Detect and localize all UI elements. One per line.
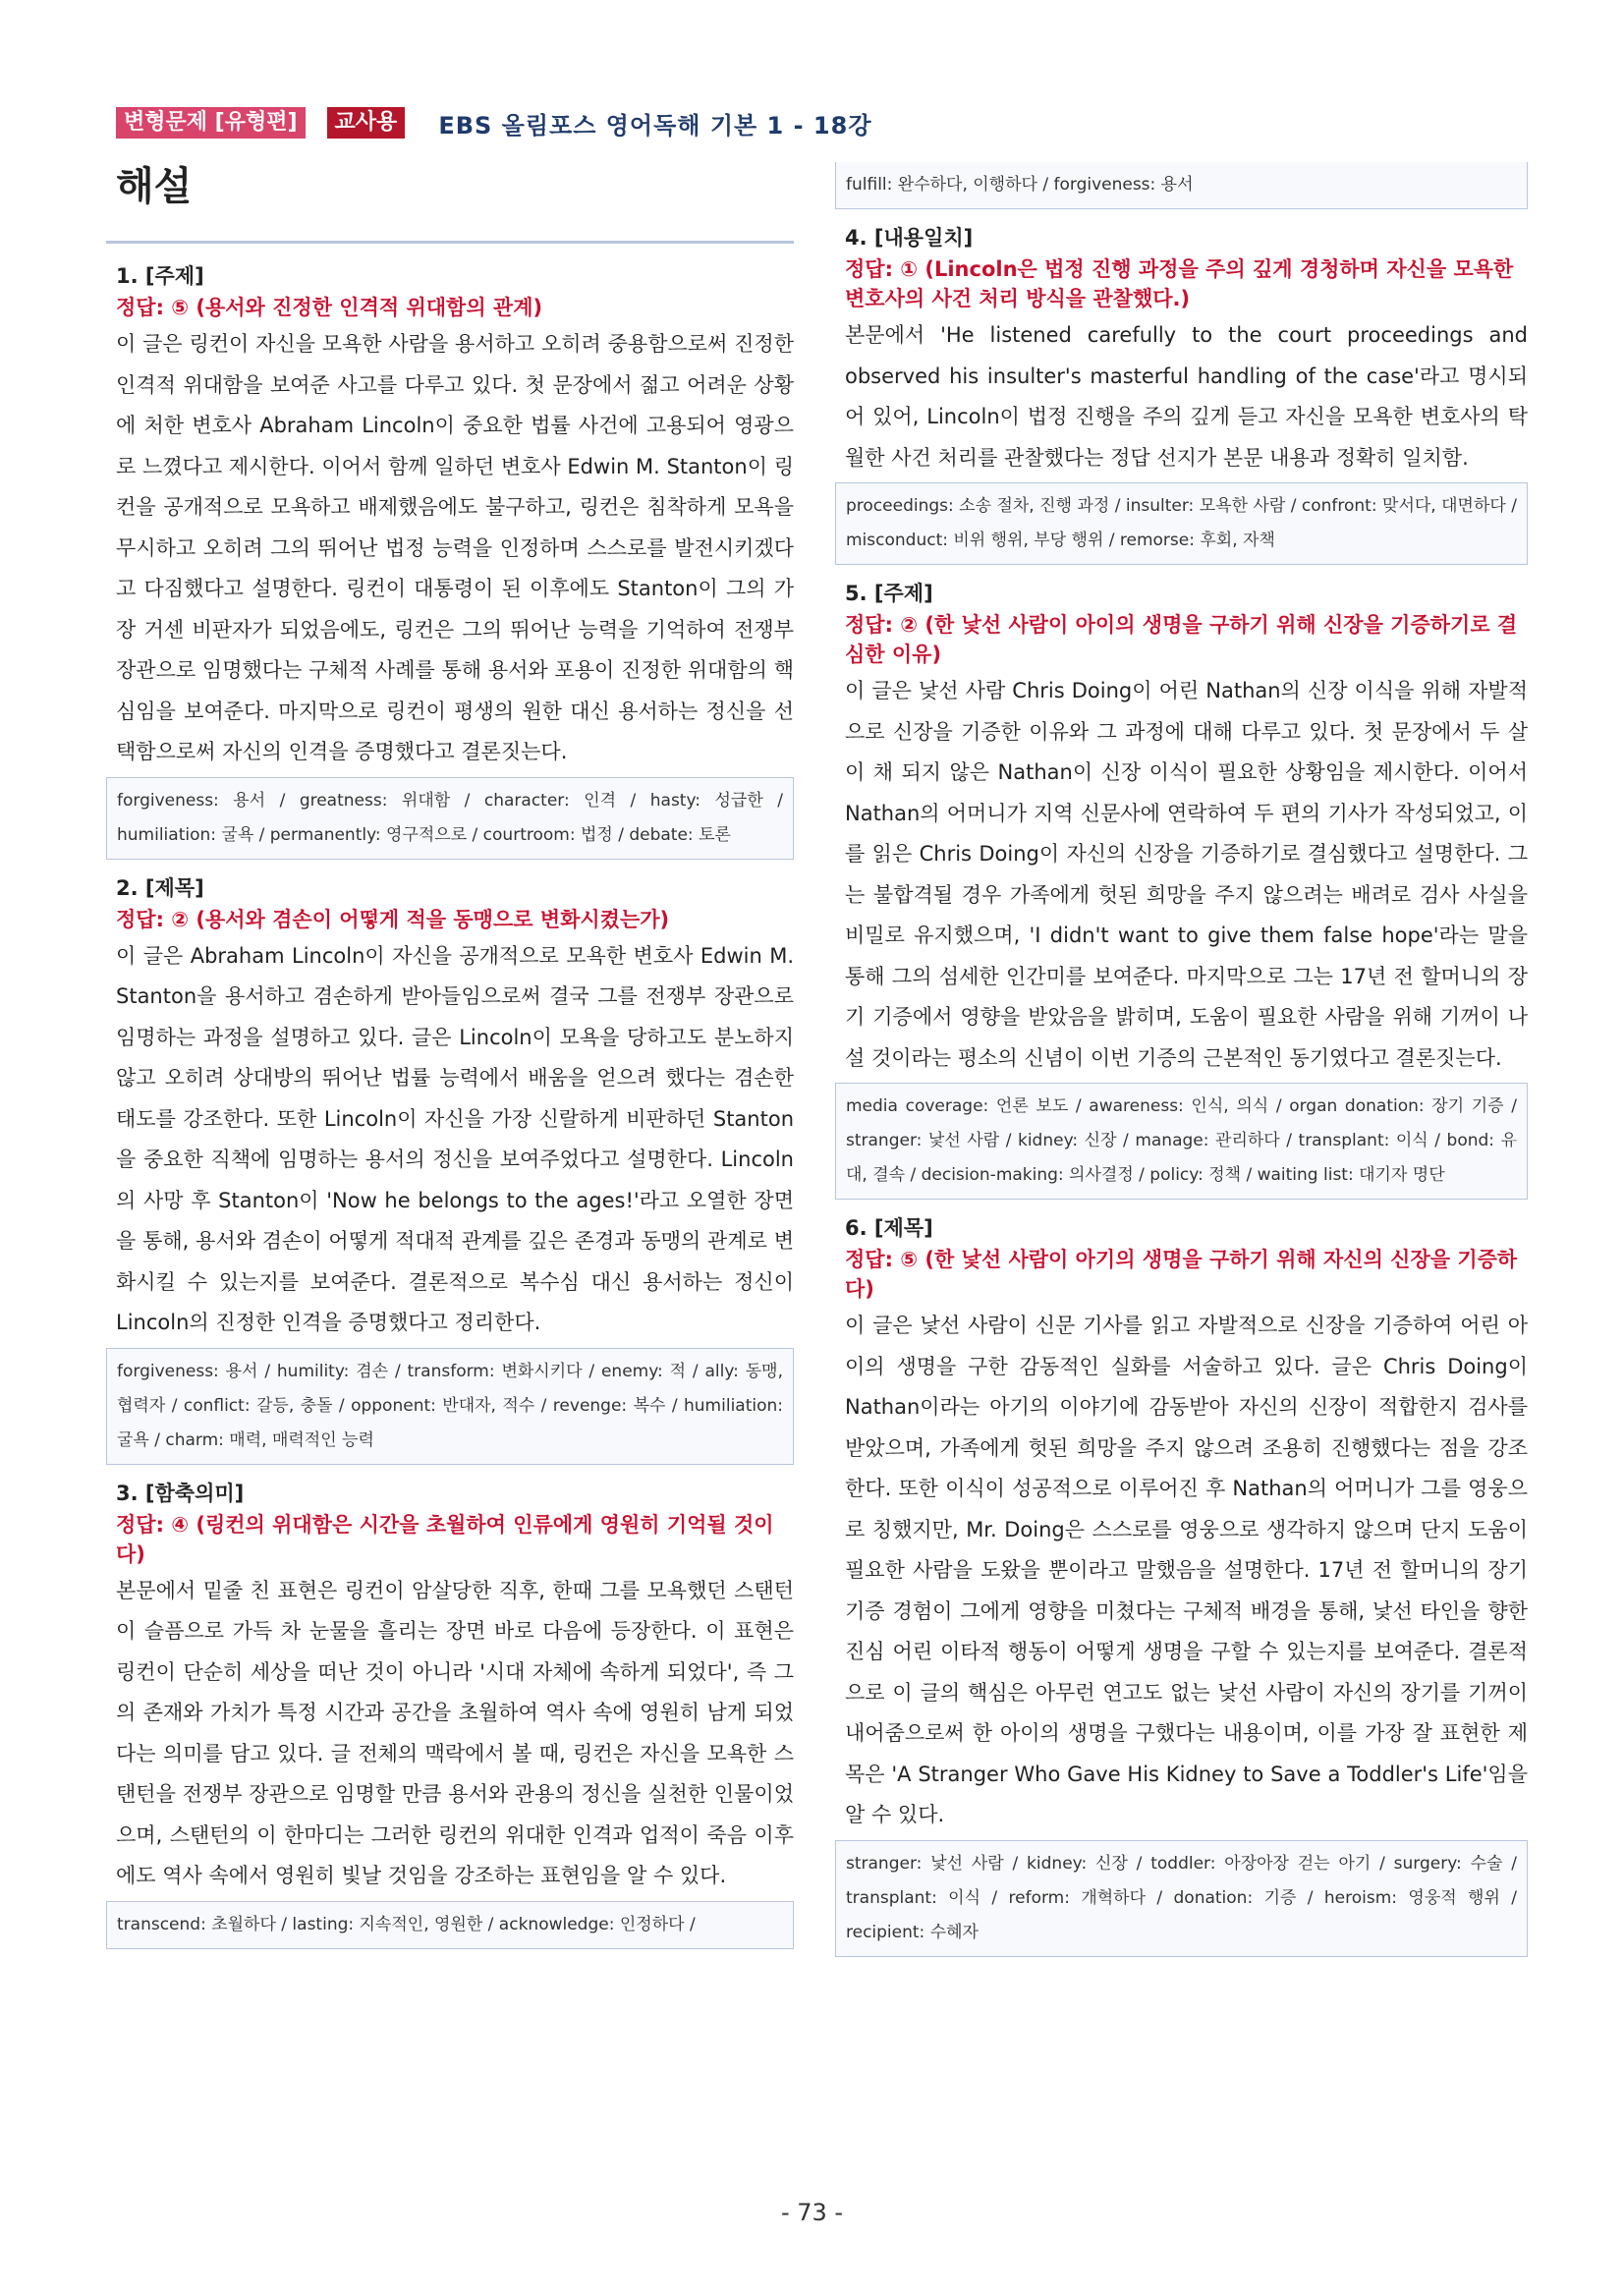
title-divider <box>106 241 794 244</box>
question-6 <box>835 1213 1528 1957</box>
left-column <box>106 162 794 1959</box>
explanation-text: 이 글은 Abraham Lincoln이 자신을 공개적으로 모욕한 변호사 Edwin M. Stanton을 용서하고 겸손하게 받아들임으로써 결국 그를 전쟁부 장관으로 임명하는 과정을 설명하고 있다. 글은 Lincoln이 모욕을 당하고도 분노하지 않고 오히려 상대방의 뛰어난 법률 능력에서 배움을 얻으려 했다는 겸손한 태도를 강조한다. 또한 Lincoln이 자신을 가장 신랄하게 비판하던 Stanton을 중요한 직책에 임명하는 용서의 정신을 보여주었다고 설명한다. Lincoln의 사망 후 Stanton이 'Now he belongs to the ages!'라고 오열한 장면을 통해, 용서와 겸손이 어떻게 적대적 관계를 깊은 존경과 동맹의 관계로 변화시킬 수 있는지를 보여준다. 결론적으로 복수심 대신 용서하는 정신이 Lincoln의 진정한 인격을 증명했다고 정리한다. <box>116 943 794 1334</box>
type-tag: 변형문제 [유형편] <box>116 107 306 139</box>
question-heading: 1. [주제] <box>116 264 204 288</box>
question-heading: 5. [주제] <box>845 582 933 605</box>
explanation-text: 이 글은 낯선 사람 Chris Doing이 어린 Nathan의 신장 이식을 위해 자발적으로 신장을 기증한 이유와 그 과정에 대해 다루고 있다. 첫 문장에서 두 살이 채 되지 않은 Nathan이 신장 이식이 필요한 상황임을 제시한다. 이어서 Nathan의 어머니가 지역 신문사에 연락하여 두 편의 기사가 작성되었고, 이를 읽은 Chris Doing이 자신의 신장을 기증하기로 결심했다고 설명한다. 그는 불합격될 경우 가족에게 헛된 희망을 주지 않으려는 배려로 검사 사실을 비밀로 유지했으며, 'I didn't want to give them false hope'라는 말을 통해 그의 섬세한 인간미를 보여준다. 마지막으로 그는 17년 전 할머니의 장기 기증에서 영향을 받았음을 밝히며, 도움이 필요한 사람을 위해 기꺼이 나설 것이라는 평소의 신념이 이번 기증의 근본적인 동기였다고 결론짓는다. <box>845 679 1528 1070</box>
answer-line: 정답: ⑤ (용서와 진정한 인격적 위대함의 관계) <box>116 296 543 319</box>
question-3 <box>106 1479 794 1949</box>
section-title: 해설 <box>116 164 193 209</box>
teacher-tag: 교사용 <box>327 107 406 139</box>
question-heading: 2. [제목] <box>116 875 204 900</box>
question-1 <box>106 261 794 860</box>
question-2 <box>106 873 794 1465</box>
answer-line: 정답: ② (한 낯선 사람이 아이의 생명을 구하기 위해 신장을 기증하기로 결심한 이유) <box>845 613 1518 666</box>
vocab-box-continued: fulfill: 완수하다, 이행하다 / forgiveness: 용서 <box>835 162 1528 209</box>
question-4 <box>835 223 1528 565</box>
page-header <box>116 106 872 140</box>
explanation-text: 이 글은 링컨이 자신을 모욕한 사람을 용서하고 오히려 중용함으로써 진정한 인격적 위대함을 보여준 사고를 다루고 있다. 첫 문장에서 젊고 어려운 상황에 처한 변호사 Abraham Lincoln이 중요한 법률 사건에 고용되어 영광으로 느꼈다고 제시한다. 이어서 함께 일하던 변호사 Edwin M. Stanton이 링컨을 공개적으로 모욕하고 배제했음에도 불구하고, 링컨은 침착하게 모욕을 무시하고 오히려 그의 뛰어난 법정 능력을 인정하며 스스로를 발전시키겠다고 다짐했다고 설명한다. 링컨이 대통령이 된 이후에도 Stanton이 그의 가장 거센 비판자가 되었음에도, 링컨은 그의 뛰어난 능력을 기억하여 전쟁부 장관으로 임명했다는 구체적 사례를 통해 용서와 포용이 진정한 위대함의 핵심임을 보여준다. 마지막으로 링컨이 평생의 원한 대신 용서하는 정신을 선택함으로써 자신의 인격을 증명했다고 결론짓는다. <box>116 332 794 763</box>
question-5 <box>835 579 1528 1200</box>
right-column <box>835 162 1528 1967</box>
question-heading: 4. [내용일치] <box>845 226 974 250</box>
vocab-box: proceedings: 소송 절차, 진행 과정 / insulter: 모욕한 사람 / confront: 맞서다, 대면하다 / misconduct: 비위 행위, 부당 행위 / remorse: 후회, 자책 <box>835 482 1528 565</box>
page-number: - 73 - <box>780 2199 844 2226</box>
vocab-box: transcend: 초월하다 / lasting: 지속적인, 영원한 / acknowledge: 인정하다 / <box>106 1901 794 1949</box>
answer-line: 정답: ⑤ (한 낯선 사람이 아기의 생명을 구하기 위해 자신의 신장을 기증하다) <box>845 1248 1518 1301</box>
header-title: EBS 올림포스 영어독해 기본 1 - 18강 <box>438 111 872 140</box>
explanation-text: 본문에서 밑줄 친 표현은 링컨이 암살당한 직후, 한때 그를 모욕했던 스탠턴이 슬픔으로 가득 차 눈물을 흘리는 장면 바로 다음에 등장한다. 이 표현은 링컨이 단순히 세상을 떠난 것이 아니라 '시대 자체에 속하게 되었다', 즉 그의 존재와 가치가 특정 시간과 공간을 초월하여 역사 속에 영원히 남게 되었다는 의미를 담고 있다. 글 전체의 맥락에서 볼 때, 링컨은 자신을 모욕한 스탠턴을 전쟁부 장관으로 임명할 만큼 용서와 관용의 정신을 실천한 인물이었으며, 스탠턴의 이 한마디는 그러한 링컨의 위대한 인격과 업적이 죽음 이후에도 역사 속에서 영원히 빛날 것임을 강조하는 표현임을 알 수 있다. <box>116 1578 794 1887</box>
vocab-box: forgiveness: 용서 / greatness: 위대함 / character: 인격 / hasty: 성급한 / humiliation: 굴욕 / permanently: 영구적으로 / courtroom: 법정 / debate: 토론 <box>106 777 794 860</box>
question-heading: 6. [제목] <box>845 1216 933 1240</box>
answer-line: 정답: ② (용서와 겸손이 어떻게 적을 동맹으로 변화시켰는가) <box>116 907 670 931</box>
vocab-box: stranger: 낯선 사람 / kidney: 신장 / toddler: 아장아장 걷는 아기 / surgery: 수술 / transplant: 이식 / reform: 개혁하다 / donation: 기증 / heroism: 영웅적 행위 / recipient: 수혜자 <box>835 1840 1528 1957</box>
explanation-text: 이 글은 낯선 사람이 신문 기사를 읽고 자발적으로 신장을 기증하여 어린 아이의 생명을 구한 감동적인 실화를 서술하고 있다. 글은 Chris Doing이 Nathan이라는 아기의 이야기에 감동받아 자신의 신장이 적합한지 검사를 받았으며, 가족에게 헛된 희망을 주지 않으려 조용히 진행했다는 점을 강조한다. 또한 이식이 성공적으로 이루어진 후 Nathan의 어머니가 그를 영웅으로 칭했지만, Mr. Doing은 스스로를 영웅으로 생각하지 않으며 단지 도움이 필요한 사람을 도왔을 뿐이라고 말했음을 설명한다. 17년 전 할머니의 장기 기증 경험이 그에게 영향을 미쳤다는 구체적 배경을 통해, 낯선 타인을 향한 진심 어린 이타적 행동이 어떻게 생명을 구할 수 있는지를 보여준다. 결론적으로 이 글의 핵심은 아무런 연고도 없는 낯선 사람이 자신의 장기를 기꺼이 내어줌으로써 한 아이의 생명을 구했다는 내용이며, 이를 가장 잘 표현한 제목은 'A Stranger Who Gave His Kidney to Save a Toddler's Life'임을 알 수 있다. <box>845 1314 1528 1826</box>
answer-line: 정답: ④ (링컨의 위대함은 시간을 초월하여 인류에게 영원히 기억될 것이다) <box>116 1512 774 1566</box>
answer-line: 정답: ① (Lincoln은 법정 진행 과정을 주의 깊게 경청하며 자신을 모욕한 변호사의 사건 처리 방식을 관찰했다.) <box>845 257 1514 310</box>
vocab-box: forgiveness: 용서 / humility: 겸손 / transform: 변화시키다 / enemy: 적 / ally: 동맹, 협력자 / conflict: 갈등, 충돌 / opponent: 반대자, 적수 / revenge: 복수 / humiliation: 굴욕 / charm: 매력, 매력적인 능력 <box>106 1348 794 1465</box>
vocab-box: media coverage: 언론 보도 / awareness: 인식, 의식 / organ donation: 장기 기증 / stranger: 낯선 사람 / kidney: 신장 / manage: 관리하다 / transplant: 이식 / bond: 유대, 결속 / decision-making: 의사결정 / policy: 정책 / waiting list: 대기자 명단 <box>835 1083 1528 1200</box>
question-heading: 3. [함축의미] <box>116 1481 245 1505</box>
explanation-text: 본문에서 'He listened carefully to the court proceedings and observed his insulter's masterful handling of the case'라고 명시되어 있어, Lincoln이 법정 진행을 주의 깊게 듣고 자신을 모욕한 변호사의 탁월한 사건 처리를 관찰했다는 정답 선지가 본문 내용과 정확히 일치함. <box>845 323 1528 470</box>
